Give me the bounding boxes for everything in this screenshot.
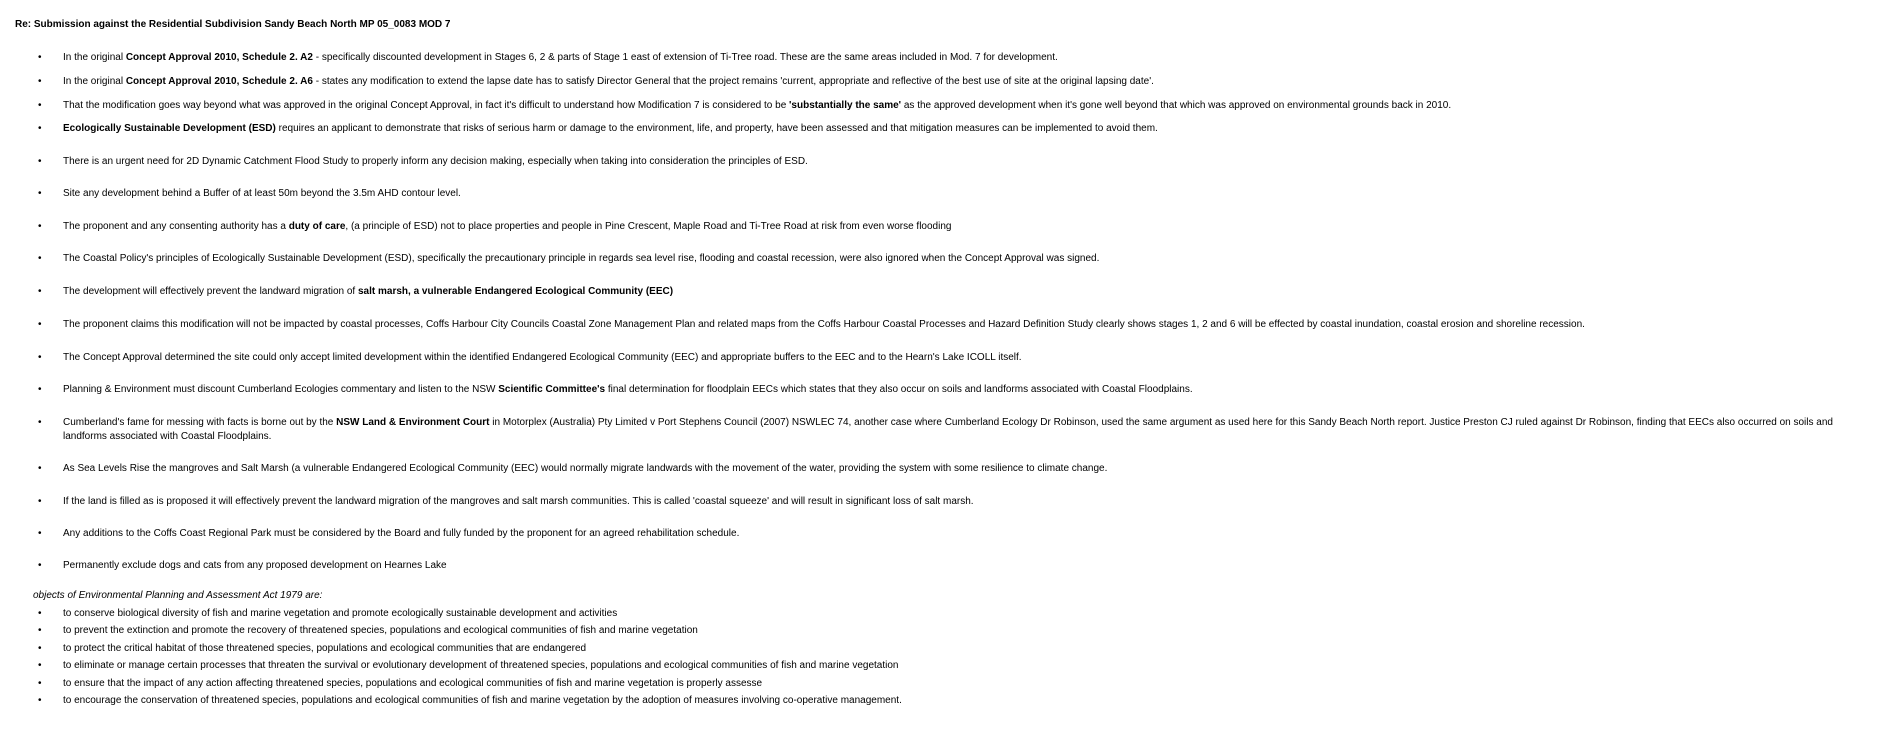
bold-phrase: Concept Approval 2010, Schedule 2. A6 — [125, 76, 313, 87]
bullet-icon: • — [38, 496, 42, 507]
list-item-text: to protect the critical habitat of those threatened species, populations and ecological communities that are endangered — [63, 643, 587, 654]
text-run: in Motorplex (Australia) Pty Limited v Port Stephens Council (2007) NSWLEC 74, another case where Cumberland Ecology Dr Robinson, used the same argument as used here for this Sandy Beach North report. Justice Preston CJ ruled against Dr Robinson, finding that EECs also occurred on soils and landforms associated with Coastal Floodplains. — [63, 417, 1833, 442]
text-run: As Sea Levels Rise the mangroves and Salt Marsh (a vulnerable Endangered Ecological Community (EEC) would normally migrate landwards with the movement of the water, providing the system with some resilience to climate change. — [63, 463, 1108, 474]
list-item-text — [63, 318, 1873, 332]
bullet-icon: • — [38, 560, 42, 571]
text-run: If the land is filled as is proposed it will effectively prevent the landward migration of the mangroves and salt marsh communities. This is called 'coastal squeeze' and will result in significant loss of salt marsh. — [63, 496, 974, 507]
list-item-text: to conserve biological diversity of fish and marine vegetation and promote ecologically sustainable development and activities — [63, 608, 618, 619]
text-run: In the original — [63, 76, 126, 87]
bullet-icon: • — [38, 625, 42, 636]
list-item-text — [63, 122, 1873, 136]
list-item-text — [63, 462, 1873, 476]
list-item-text: to encourage the conservation of threatened species, populations and ecological communities of fish and marine vegetation by the adoption of measures involving co-operative management. — [63, 695, 902, 706]
bullet-icon: • — [38, 417, 42, 428]
text-run: There is an urgent need for 2D Dynamic Catchment Flood Study to properly inform any decision making, especially when taking into consideration the principles of ESD. — [63, 156, 808, 167]
bold-phrase: Ecologically Sustainable Development (ESD) — [63, 123, 276, 134]
bullet-icon: • — [38, 100, 42, 111]
list-item-text — [63, 252, 1873, 266]
text-run: Cumberland's fame for messing with facts is borne out by the — [63, 417, 337, 428]
list-item-text — [63, 383, 1873, 397]
bullet-icon: • — [38, 352, 42, 363]
bullet-icon: • — [38, 286, 42, 297]
bullet-icon: • — [38, 678, 42, 689]
list-item-text: to ensure that the impact of any action affecting threatened species, populations and ecological communities of fish and marine vegetation is properly assesse — [63, 678, 763, 689]
list-item-text — [63, 75, 1873, 89]
text-run: The development will effectively prevent the landward migration of — [63, 286, 358, 297]
bullet-icon: • — [38, 76, 42, 87]
text-run: The proponent claims this modification will not be impacted by coastal processes, Coffs Harbour City Councils Coastal Zone Management Plan and related maps from the Coffs Harbour Coastal Processes and Hazard Definition Study clearly shows stages 1, 2 and 6 will be effected by coastal inundation, coastal erosion and shoreline recession. — [63, 319, 1585, 330]
text-run: In the original — [63, 52, 126, 63]
text-run: - specifically discounted development in Stages 6, 2 & parts of Stage 1 east of extension of Ti-Tree road. These are the same areas included in Mod. 7 for development. — [312, 52, 1058, 63]
bullet-icon: • — [38, 528, 42, 539]
list-item-text — [63, 416, 1871, 444]
text-run: The Concept Approval determined the site could only accept limited development within the identified Endangered Ecological Community (EEC) and appropriate buffers to the EEC and to the Hearn's Lake ICOLL itself. — [63, 352, 1022, 363]
bullet-icon: • — [38, 463, 42, 474]
bold-phrase: salt marsh, a vulnerable Endangered Ecological Community (EEC) — [357, 286, 674, 297]
text-run: as the approved development when it's gone well beyond that which was approved on environmental grounds back in 2010. — [901, 100, 1452, 111]
text-run: Site any development behind a Buffer of at least 50m beyond the 3.5m AHD contour level. — [63, 188, 461, 199]
bullet-icon: • — [38, 643, 42, 654]
list-item-text — [63, 495, 1873, 509]
objects-heading: objects of Environmental Planning and Assessment Act 1979 are: — [33, 590, 323, 601]
bullet-icon: • — [38, 660, 42, 671]
bullet-icon: • — [38, 608, 42, 619]
bullet-icon: • — [38, 156, 42, 167]
list-item-text — [63, 285, 1873, 299]
bullet-icon: • — [38, 52, 42, 63]
text-run: Permanently exclude dogs and cats from any proposed development on Hearnes Lake — [63, 560, 447, 571]
bold-phrase: 'substantially the same' — [789, 100, 902, 111]
bold-phrase: duty of care — [288, 221, 346, 232]
bullet-icon: • — [38, 253, 42, 264]
text-run: Any additions to the Coffs Coast Regional Park must be considered by the Board and fully funded by the proponent for an agreed rehabilitation schedule. — [63, 528, 740, 539]
text-run: The Coastal Policy's principles of Ecologically Sustainable Development (ESD), specifically the precautionary principle in regards sea level rise, flooding and coastal recession, were also ignored when the Concept Approval was signed. — [63, 253, 1100, 264]
bullet-icon: • — [38, 188, 42, 199]
list-item-text — [63, 187, 1873, 201]
bullet-icon: • — [38, 695, 42, 706]
bullet-icon: • — [38, 319, 42, 330]
text-run: The proponent and any consenting authority has a — [63, 221, 289, 232]
text-run: , (a principle of ESD) not to place properties and people in Pine Crescent, Maple Road and Ti-Tree Road at risk from even worse flooding — [345, 221, 952, 232]
list-item-text — [63, 51, 1873, 65]
list-item-text — [63, 527, 1873, 541]
list-item-text — [63, 155, 1873, 169]
bold-phrase: NSW Land & Environment Court — [336, 417, 490, 428]
bold-phrase: Concept Approval 2010, Schedule 2. A2 — [125, 52, 313, 63]
bullet-icon: • — [38, 384, 42, 395]
text-run: That the modification goes way beyond what was approved in the original Concept Approval, in fact it's difficult to understand how Modification 7 is considered to be — [63, 100, 790, 111]
list-item-text — [63, 559, 1873, 573]
bullet-icon: • — [38, 123, 42, 134]
list-item-text: to eliminate or manage certain processes that threaten the survival or evolutionary development of threatened species, populations and ecological communities of fish and marine vegetation — [63, 660, 899, 671]
text-run: final determination for floodplain EECs which states that they also occur on soils and landforms associated with Coastal Floodplains. — [605, 384, 1193, 395]
document-heading: Re: Submission against the Residential Subdivision Sandy Beach North MP 05_0083 MOD 7 — [15, 19, 451, 30]
list-item-text: to prevent the extinction and promote the recovery of threatened species, populations and ecological communities of fish and marine vegetation — [63, 625, 698, 636]
list-item-text — [63, 220, 1873, 234]
list-item-text — [63, 99, 1873, 113]
bullet-icon: • — [38, 221, 42, 232]
bold-phrase: Scientific Committee's — [498, 384, 606, 395]
list-item-text — [63, 351, 1873, 365]
text-run: - states any modification to extend the lapse date has to satisfy Director General that the project remains 'current, appropriate and reflective of the best use of site at the original lapsing date'. — [312, 76, 1154, 87]
text-run: requires an applicant to demonstrate that risks of serious harm or damage to the environment, life, and property, have been assessed and that mitigation measures can be implemented to avoid them. — [275, 123, 1158, 134]
text-run: Planning & Environment must discount Cumberland Ecologies commentary and listen to the NSW — [63, 384, 499, 395]
